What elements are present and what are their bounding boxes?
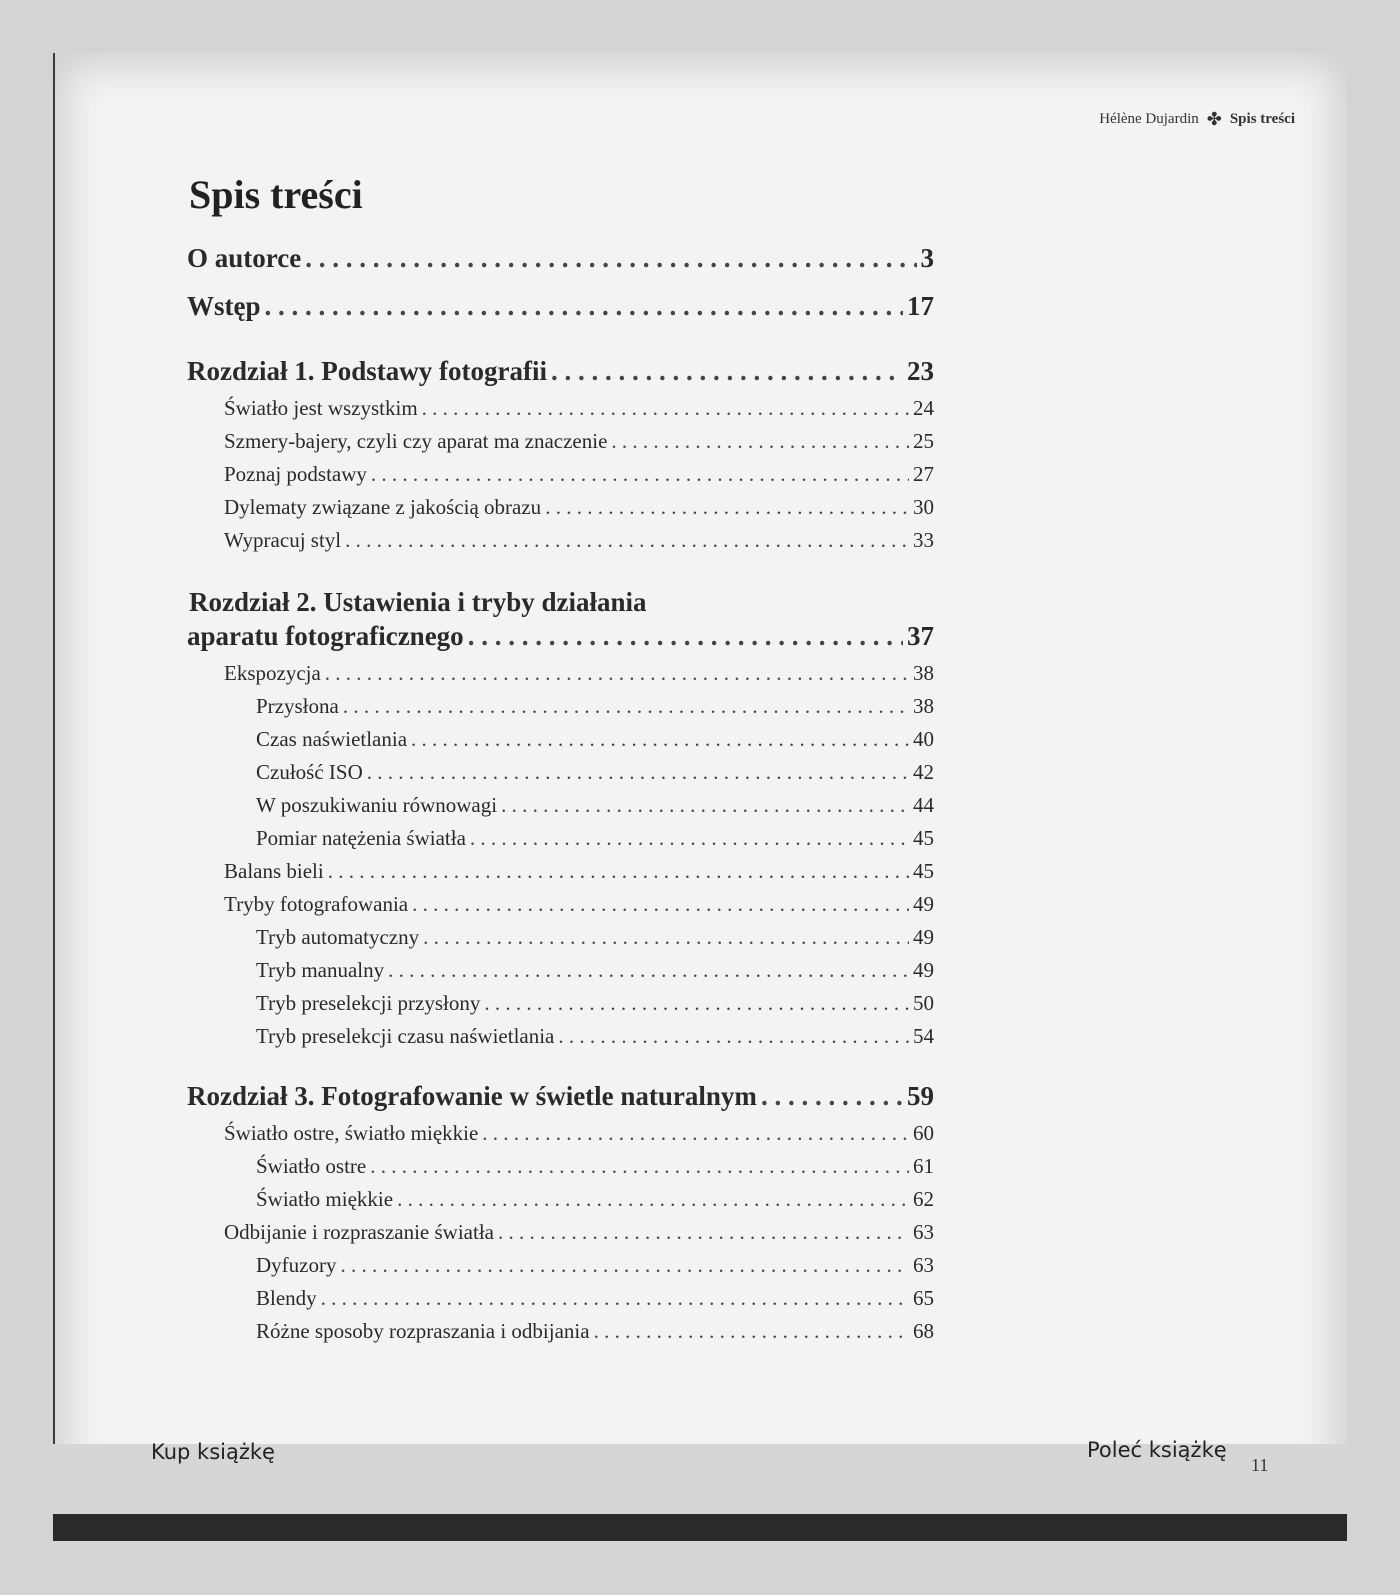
toc-entry-title: Pomiar natężenia światła xyxy=(256,826,466,850)
toc-entry-page: 68 xyxy=(913,1319,934,1343)
toc-entry-page: 63 xyxy=(913,1220,934,1244)
toc-entry-page: 3 xyxy=(920,243,934,273)
toc-entry-page: 50 xyxy=(913,991,934,1015)
toc-entry-title: Tryby fotografowania xyxy=(224,892,409,916)
toc-entry-page: 17 xyxy=(907,291,934,321)
toc-entry-title: Balans bieli xyxy=(224,859,324,883)
toc-entry-page: 54 xyxy=(913,1024,934,1048)
toc-entry-title: Szmery-bajery, czyli czy aparat ma znaczenie xyxy=(224,429,608,453)
toc-entry-title: aparatu fotograficznego xyxy=(187,621,464,651)
toc-entry-title: O autorce xyxy=(187,243,302,273)
toc-entry-page: 44 xyxy=(913,793,934,817)
recommend-book-link[interactable]: Poleć książkę xyxy=(1087,1438,1227,1462)
toc-entry-page: 49 xyxy=(913,925,934,949)
page-edge xyxy=(53,53,55,1541)
page-title: Spis treści xyxy=(189,172,363,217)
toc-entry-title: Przysłona xyxy=(256,694,339,718)
toc-entry-title: Światło ostre xyxy=(256,1154,367,1178)
toc-entry-page: 61 xyxy=(913,1154,934,1178)
toc-entry-page: 59 xyxy=(907,1081,934,1111)
toc-entry-title: Dyfuzory xyxy=(256,1253,337,1277)
chapter-2-title-line-1: Rozdział 2. Ustawienia i tryby działania xyxy=(189,587,647,617)
toc-entry-title: Ekspozycja xyxy=(224,661,321,685)
toc-entry-title: Wstęp xyxy=(187,291,261,321)
toc-entry-page: 23 xyxy=(907,356,934,386)
toc-entry-page: 24 xyxy=(913,396,934,420)
toc-entry-page: 33 xyxy=(913,528,934,552)
toc-entry-title: Tryb preselekcji przysłony xyxy=(256,991,481,1015)
toc-entry-title: Rozdział 3. Fotografowanie w świetle naturalnym xyxy=(187,1081,757,1111)
toc-entry-title: Rozdział 1. Podstawy fotografii xyxy=(187,356,547,386)
toc-entry-title: Tryb automatyczny xyxy=(256,925,420,949)
toc-entry-title: Tryb manualny xyxy=(256,958,385,982)
toc-entry-page: 38 xyxy=(913,694,934,718)
page-number: 11 xyxy=(1251,1455,1269,1475)
toc-entry-title: Tryb preselekcji czasu naświetlania xyxy=(256,1024,555,1048)
toc-entry-page: 62 xyxy=(913,1187,934,1211)
toc-entry-title: Światło jest wszystkim xyxy=(224,396,418,420)
toc-entry-page: 49 xyxy=(913,958,934,982)
toc-entry-page: 25 xyxy=(913,429,934,453)
toc-entry-page: 45 xyxy=(913,826,934,850)
toc-entry-title: Odbijanie i rozpraszanie światła xyxy=(224,1220,494,1244)
toc-entry-page: 38 xyxy=(913,661,934,685)
toc-entry-title: Światło ostre, światło miękkie xyxy=(224,1121,479,1145)
buy-book-link[interactable]: Kup książkę xyxy=(151,1440,275,1464)
toc-entry-title: Wypracuj styl xyxy=(224,528,342,552)
toc-entry-title: Różne sposoby rozpraszania i odbijania xyxy=(256,1319,590,1343)
running-head xyxy=(1099,109,1295,130)
toc-entry-page: 45 xyxy=(913,859,934,883)
toc-entry-title: Dylematy związane z jakością obrazu xyxy=(224,495,542,519)
toc-entry-page: 65 xyxy=(913,1286,934,1310)
toc-entry-title: W poszukiwaniu równowagi xyxy=(256,793,498,817)
toc-entry-page: 42 xyxy=(913,760,934,784)
toc-entry-page: 27 xyxy=(913,462,934,486)
fleuron-icon: ✤ xyxy=(1206,109,1222,129)
toc-entry-page: 63 xyxy=(913,1253,934,1277)
running-head-section: Spis treści xyxy=(1229,111,1295,127)
book-page xyxy=(53,53,1347,1541)
running-head-author: Hélène Dujardin xyxy=(1099,111,1199,127)
toc-entry-title: Światło miękkie xyxy=(256,1187,394,1211)
toc-entry-title: Blendy xyxy=(256,1286,317,1310)
toc-entry-page: 30 xyxy=(913,495,934,519)
toc-entry-title: Czas naświetlania xyxy=(256,727,408,751)
toc-entry-title: Czułość ISO xyxy=(256,760,363,784)
toc-entry-page: 40 xyxy=(913,727,934,751)
toc-entry-page: 60 xyxy=(913,1121,934,1145)
toc-entry-page: 37 xyxy=(907,621,934,651)
bottom-bar xyxy=(53,1514,1347,1541)
toc-entry-title: Poznaj podstawy xyxy=(224,462,367,486)
toc-entry-page: 49 xyxy=(913,892,934,916)
